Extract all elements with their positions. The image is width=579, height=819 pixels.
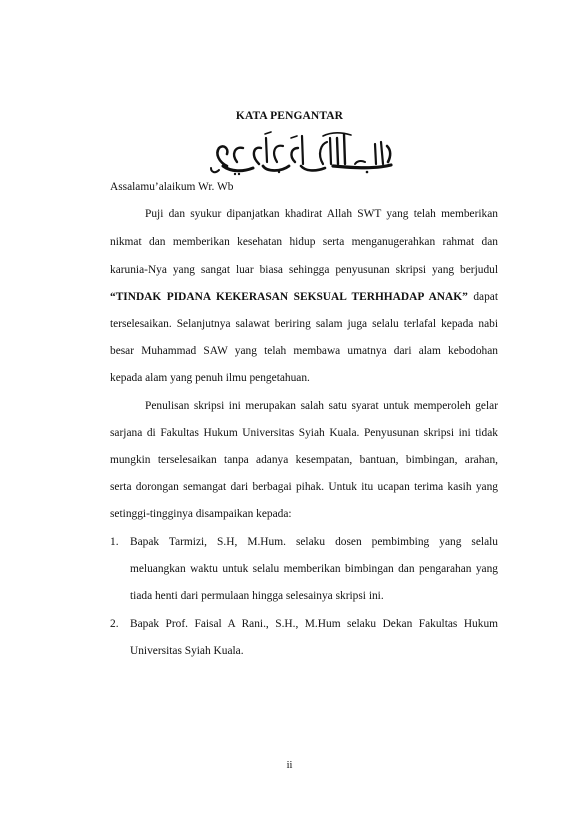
list-item-1-line-2: meluangkan waktu untuk selalu memberikan bimbingan dan pengarahan yang [130, 563, 498, 575]
paragraph-2-line-2: sarjana di Fakultas Hukum Universitas Syiah Kuala. Penyusunan skripsi ini tidak [110, 427, 498, 439]
paragraph-2-line-3: mungkin terselesaikan tanpa adanya kesempatan, bantuan, bimbingan, arahan, [110, 454, 498, 466]
list-item-1 [110, 535, 498, 549]
paragraph-1-line-2: nikmat dan memberikan kesehatan hidup serta menganugerahkan rahmat dan [110, 236, 498, 248]
paragraph-2-line-4: serta dorongan semangat dari berbagai pihak. Untuk itu ucapan terima kasih yang [110, 481, 498, 493]
thesis-title: “TINDAK PIDANA KEKERASAN SEKSUAL TERHHADAP ANAK” [110, 291, 468, 303]
list-item-number: 2. [110, 618, 119, 630]
paragraph-1-line-7: kepada alam yang penuh ilmu pengetahuan. [110, 372, 310, 384]
page-title: KATA PENGANTAR [235, 110, 344, 122]
paragraph-1-line-3: karunia-Nya yang sangat luar biasa sehingga penyusunan skripsi yang berjudul [110, 264, 498, 276]
list-item-number: 1. [110, 536, 119, 548]
paragraph-1-line-4-rest: dapat [467, 291, 499, 303]
list-item-1-line-3: tiada henti dari permulaan hingga selesainya skripsi ini. [130, 590, 384, 602]
paragraph-1-line-5: terselesaikan. Selanjutnya salawat beriring salam juga selalu terlafal kepada nabi [110, 318, 498, 330]
document-body [110, 0, 498, 819]
paragraph-2-line-1: Penulisan skripsi ini merupakan salah satu syarat untuk memperoleh gelar [145, 400, 498, 412]
list-item-2-line-2: Universitas Syiah Kuala. [130, 645, 244, 657]
paragraph-2-line-5: setinggi-tingginya disampaikan kepada: [110, 508, 292, 520]
page-number: ii [286, 760, 293, 771]
paragraph-1-line-4 [110, 290, 498, 304]
greeting: Assalamu’alaikum Wr. Wb [110, 181, 234, 193]
list-item-2-line-1: Bapak Prof. Faisal A Rani., S.H., M.Hum selaku Dekan Fakultas Hukum [130, 618, 498, 630]
paragraph-1-line-6: besar Muhammad SAW yang telah membawa umatnya dari alam kebodohan [110, 345, 498, 357]
list-item-2 [110, 617, 498, 631]
paragraph-1-line-1: Puji dan syukur dipanjatkan khadirat Allah SWT yang telah memberikan [145, 208, 498, 220]
list-item-1-line-1: Bapak Tarmizi, S.H, M.Hum. selaku dosen pembimbing yang selalu [130, 536, 498, 548]
